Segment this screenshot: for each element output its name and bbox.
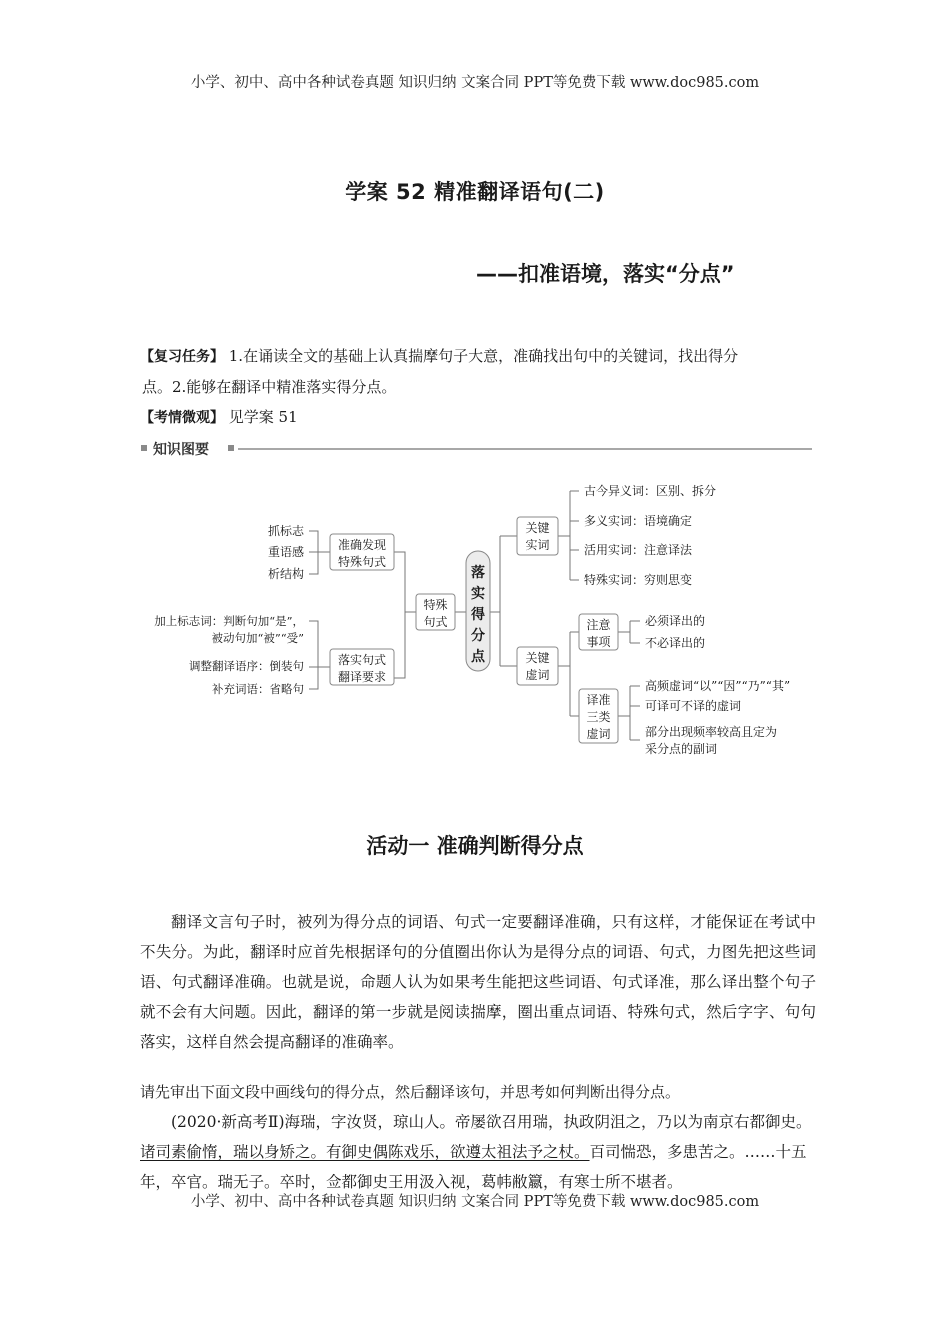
function-label: 虚词 <box>525 668 550 682</box>
three-kinds-item: 部分出现频率较高且定为 <box>645 725 778 739</box>
discover-label: 准确发现 <box>337 538 387 552</box>
require-label: 翻译要求 <box>337 670 387 684</box>
three-kinds-item: 高频虚词“以”“因”“乃”“其” <box>645 679 791 693</box>
instruction: 请先审出下面文段中画线句的得分点，然后翻译该句，并思考如何判断出得分点。 <box>140 1083 681 1101</box>
connector <box>309 621 330 689</box>
three-kinds-label: 译准 <box>586 693 611 707</box>
connector <box>558 491 579 580</box>
review-task-label: 【复习任务】 <box>140 349 224 365</box>
divider <box>238 448 812 450</box>
review-task-line2: 点。2.能够在翻译中精准落实得分点。 <box>142 378 397 396</box>
center-label: 得 <box>471 607 485 623</box>
connector <box>394 552 416 678</box>
center-label: 分 <box>471 628 485 644</box>
three-kinds-item: 采分点的副词 <box>645 742 718 756</box>
notes-label: 注意 <box>586 618 611 632</box>
notes-label: 事项 <box>586 635 611 649</box>
connector <box>490 536 517 666</box>
square-icon <box>228 445 234 451</box>
knowledge-bar <box>140 440 812 458</box>
discover-item: 析结构 <box>267 567 304 581</box>
notional-label: 实词 <box>525 538 550 552</box>
mind-map-labels <box>154 483 790 756</box>
notional-item: 特殊实词：穷则思变 <box>584 573 693 587</box>
discover-item: 重语感 <box>267 545 304 559</box>
function-label: 关键 <box>525 651 550 665</box>
page-header: 小学、初中、高中各种试卷真题 知识归纳 文案合同 PPT等免费下载 www.doc985.com <box>190 75 760 91</box>
require-item: 调整翻译语序：倒装句 <box>189 659 304 673</box>
activity-heading: 活动一 准确判断得分点 <box>366 834 584 858</box>
discover-item: 抓标志 <box>267 524 304 538</box>
square-icon <box>141 445 147 451</box>
passage-intro: (2020·新高考Ⅱ)海瑞，字汝贤，琼山人。帝屡欲召用瑞，执政阴沮之，乃以为南京右都御史。 <box>140 1113 812 1131</box>
page-title: 学案 52 精准翻译语句(二) <box>345 180 605 204</box>
discover-label: 特殊句式 <box>337 555 387 569</box>
underlined-sentence: 诸司素偷惰，瑞以身矫之。有御史偶陈戏乐，欲遵太祖法予之杖。 <box>140 1143 590 1161</box>
passage <box>140 1107 820 1197</box>
notional-item: 活用实词：注意译法 <box>584 543 693 557</box>
require-item: 补充词语：省略句 <box>212 682 304 696</box>
center-label: 点 <box>471 649 485 665</box>
exam-overview <box>140 402 812 433</box>
mind-map <box>140 470 812 770</box>
passage-rest: 百司惴恐，多患苦之。……十五年，卒官。瑞无子。卒时，佥都御史王用汲入视，葛帏敝籝，有寒士所不堪者。 <box>140 1143 807 1191</box>
review-task-line1: 1.在诵读全文的基础上认真揣摩句子大意，准确找出句中的关键词，找出得分 <box>224 347 739 365</box>
three-kinds-label: 三类 <box>586 710 611 724</box>
exam-overview-label: 【考情微观】 <box>140 410 224 426</box>
special-sentence-label: 句式 <box>423 615 448 629</box>
require-item: 加上标志词：判断句加“是”， <box>154 614 304 628</box>
require-label: 落实句式 <box>337 653 387 667</box>
require-item: 被动句加“被”“受” <box>211 631 304 645</box>
page-footer: 小学、初中、高中各种试卷真题 知识归纳 文案合同 PPT等免费下载 www.doc985.com <box>190 1194 760 1210</box>
page-subtitle: ——扣准语境，落实“分点” <box>476 262 735 286</box>
knowledge-bar-label: 知识图要 <box>153 442 209 458</box>
notes-item: 不必译出的 <box>645 636 706 650</box>
connector <box>309 531 330 574</box>
special-sentence-label: 特殊 <box>423 598 448 612</box>
connector <box>558 632 579 716</box>
notional-item: 多义实词：语境确定 <box>584 514 693 528</box>
center-label: 落 <box>471 565 485 581</box>
notional-item: 古今异义词：区别、拆分 <box>584 484 717 498</box>
exam-overview-text: 见学案 51 <box>224 408 298 426</box>
three-kinds-label: 虚词 <box>586 727 611 741</box>
three-kinds-item: 可译可不译的虚词 <box>645 699 742 713</box>
center-label: 实 <box>471 586 485 602</box>
notes-item: 必须译出的 <box>645 614 706 628</box>
review-task <box>140 341 812 402</box>
connector <box>618 686 640 740</box>
connector <box>618 621 640 643</box>
notional-label: 关键 <box>525 521 550 535</box>
body-paragraph: 翻译文言句子时，被列为得分点的词语、句式一定要翻译准确，只有这样，才能保证在考试中不失分。为此，翻译时应首先根据译句的分值圈出你认为是得分点的词语、句式，力图先把这些词语、句式翻译准确。也就是说，命题人认为如果考生能把这些词语、句式译准，那么译出整个句子就不会有大问题。因此，翻译的第一步就是阅读揣摩，圈出重点词语、特殊句式，然后字字、句句落实，这样自然会提高翻译的准确率。 <box>140 913 816 1051</box>
